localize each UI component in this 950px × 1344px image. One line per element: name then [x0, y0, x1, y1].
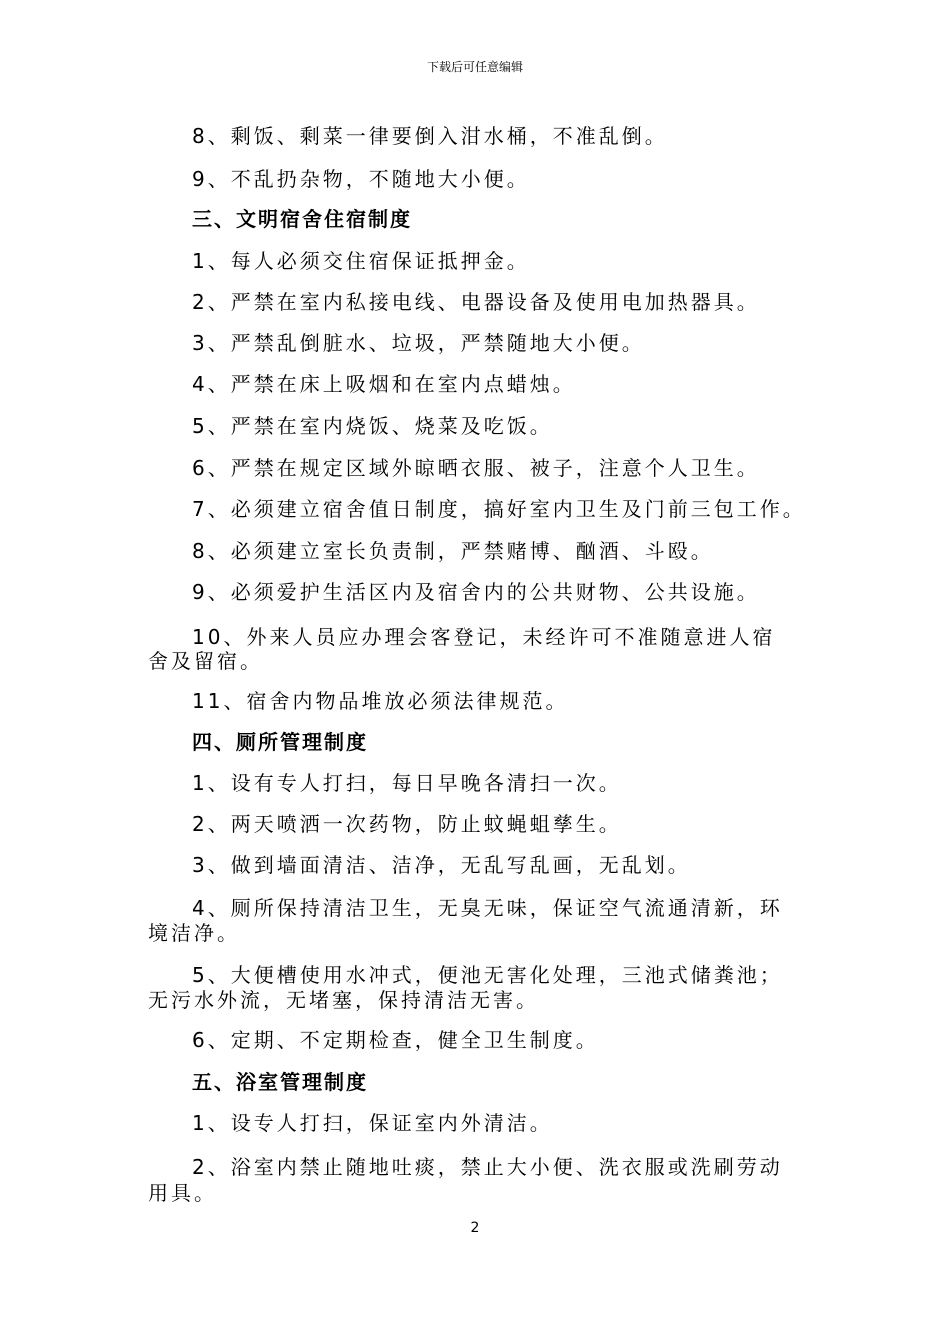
section-heading: 五、浴室管理制度 [192, 1070, 368, 1094]
rule-line: 1、每人必须交住宿保证抵押金。 [192, 249, 530, 273]
rule-line: 2、严禁在室内私接电线、电器设备及使用电加热器具。 [192, 290, 760, 314]
rule-line-continuation: 境洁净。 [148, 921, 240, 945]
rule-line: 11、宿舍内物品堆放必须法律规范。 [192, 689, 569, 713]
rule-line: 2、两天喷洒一次药物，防止蚊蝇蛆孳生。 [192, 812, 622, 836]
rule-line: 10、外来人员应办理会客登记，未经许可不准随意进人宿 [192, 625, 776, 649]
rule-line: 6、严禁在规定区域外晾晒衣服、被子，注意个人卫生。 [192, 456, 760, 480]
rule-line: 5、大便槽使用水冲式，便池无害化处理，三池式储粪池； [192, 963, 783, 987]
rule-line: 4、厕所保持清洁卫生，无臭无味，保证空气流通清新，环 [192, 896, 783, 920]
rule-line: 1、设专人打扫，保证室内外清洁。 [192, 1111, 553, 1135]
rule-line-continuation: 用具。 [148, 1181, 217, 1205]
rule-line: 7、必须建立宿舍值日制度，搞好室内卫生及门前三包工作。 [192, 497, 806, 521]
rule-line-continuation: 无污水外流，无堵塞，保持清洁无害。 [148, 988, 539, 1012]
rule-line: 1、设有专人打扫，每日早晚各清扫一次。 [192, 771, 622, 795]
rule-line: 9、不乱扔杂物，不随地大小便。 [192, 167, 530, 191]
page-number: 2 [470, 1220, 480, 1236]
section-heading: 四、厕所管理制度 [192, 730, 368, 754]
rule-line: 4、严禁在床上吸烟和在室内点蜡烛。 [192, 372, 576, 396]
rule-line: 8、剩饭、剩菜一律要倒入泔水桶，不准乱倒。 [192, 124, 668, 148]
rule-line: 2、浴室内禁止随地吐痰，禁止大小便、洗衣服或洗刷劳动 [192, 1155, 783, 1179]
section-heading: 三、文明宿舍住宿制度 [192, 207, 412, 231]
rule-line: 6、定期、不定期检查，健全卫生制度。 [192, 1028, 599, 1052]
rule-line: 9、必须爱护生活区内及宿舍内的公共财物、公共设施。 [192, 580, 760, 604]
rule-line: 5、严禁在室内烧饭、烧菜及吃饭。 [192, 414, 553, 438]
page-header: 下载后可任意编辑 [426, 60, 523, 74]
rule-line: 3、做到墙面清洁、洁净，无乱写乱画，无乱划。 [192, 853, 691, 877]
rule-line: 8、必须建立室长负责制，严禁赌博、酗酒、斗殴。 [192, 539, 714, 563]
rule-line: 3、严禁乱倒脏水、垃圾，严禁随地大小便。 [192, 331, 645, 355]
rule-line-continuation: 舍及留宿。 [148, 649, 263, 673]
